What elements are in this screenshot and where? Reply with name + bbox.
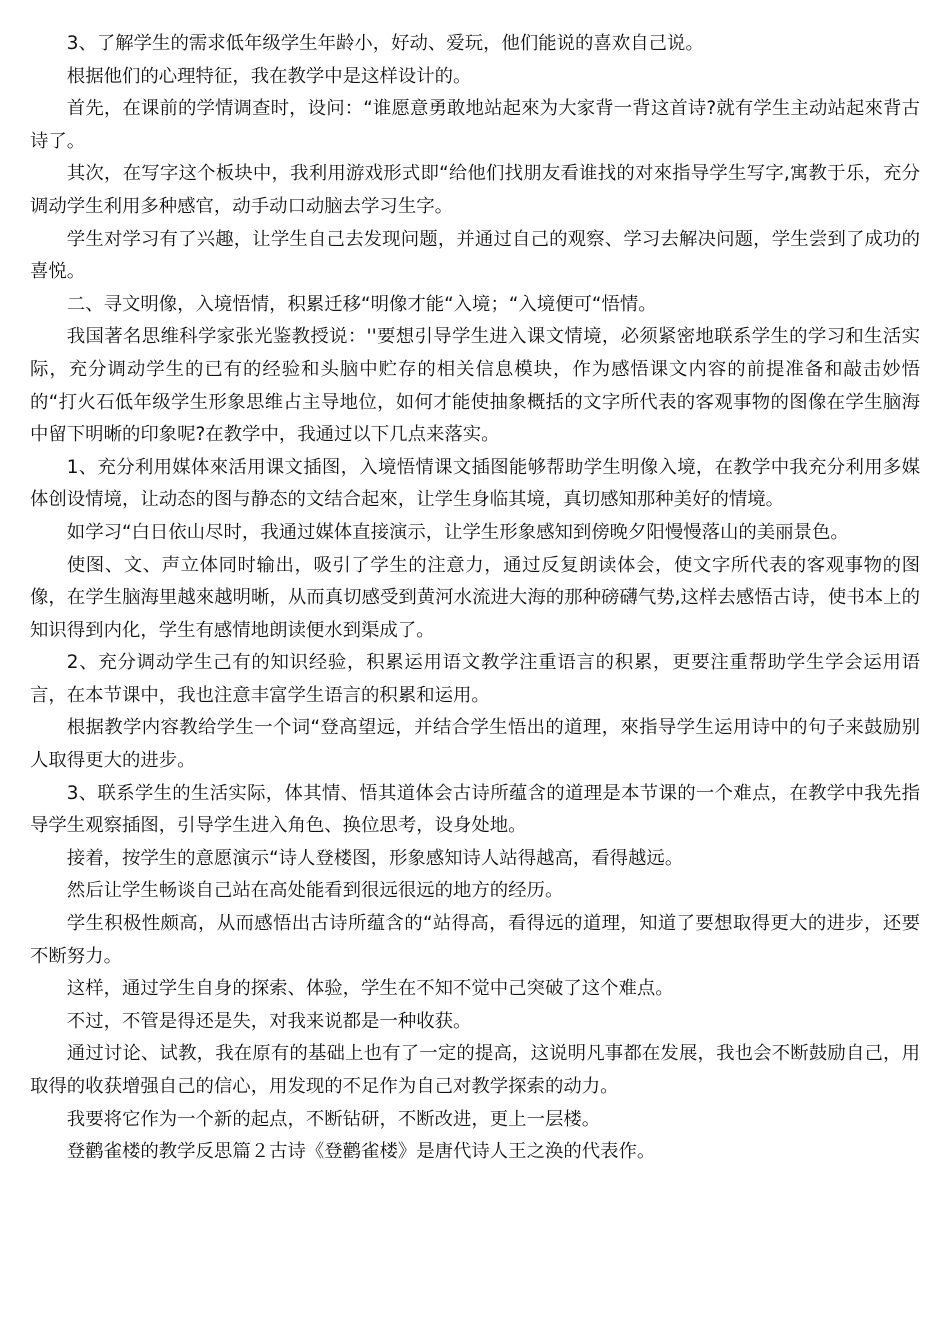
paragraph: 2、充分调动学生己有的知识经验，积累运用语文教学注重语言的积累，更要注重帮助学生学会运用语言，在本节课中，我也注意丰富学生语言的积累和运用。 xyxy=(30,652,920,706)
paragraph: 接着，按学生的意愿演示“诗人登楼图，形象感知诗人站得越高，看得越远。 xyxy=(66,847,684,869)
paragraph: 登鹳雀楼的教学反思篇２古诗《登鹳雀楼》是唐代诗人王之涣的代表作。 xyxy=(66,1141,656,1163)
paragraph: 1、充分利用媒体來活用课文插图，入境悟情课文插图能够帮助学生明像入境，在教学中我充分利用多媒体创设情境，让动态的图与静态的文结合起來，让学生身临其境，真切感知那种美好的情境。 xyxy=(30,456,920,511)
paragraph: 根据他们的心理特征，我在教学中是这样设计的。 xyxy=(66,65,472,87)
document-page xyxy=(30,28,920,1169)
paragraph: 我国著名思维科学家张光鉴教授说：''要想引导学生进入课文情境，必须紧密地联系学生的学习和生活实际，充分调动学生的已有的经验和头脑中贮存的相关信息模块，作为感悟课文内容的前提准备和敲击妙悟的“打火石低年级学生形象思维占主导地位，如何才能使抽象概括的文字所代表的客观事物的图像在学生脑海中留下明晰的印象呢?在教学中，我通过以下几点来落实。 xyxy=(30,326,920,446)
paragraph: 学生积极性颇高，从而感悟出古诗所蕴含的“站得高，看得远的道理，知道了要想取得更大的进步，还要不断努力。 xyxy=(30,913,920,967)
paragraph: 3、了解学生的需求低年级学生年龄小，好动、爱玩，他们能说的喜欢自己说。 xyxy=(66,33,704,54)
paragraph: 3、联系学生的生活实际，体其情、悟其道体会古诗所蕴含的道理是本节课的一个难点，在教学中我先指导学生观察插图，引导学生进入角色、换位思考，设身处地。 xyxy=(30,782,920,837)
paragraph: 不过，不管是得还是失，对我来说都是一种收获。 xyxy=(66,1010,472,1032)
paragraph: 然后让学生畅谈自己站在高处能看到很远很远的地方的经历。 xyxy=(66,880,564,902)
paragraph: 我要将它作为一个新的起点，不断钻研，不断改进，更上一层楼。 xyxy=(66,1108,601,1130)
paragraph: 首先，在课前的学情调查时，设问：“谁愿意勇敢地站起來为大家背一背这首诗?就有学生主动站起來背古诗了。 xyxy=(30,98,920,152)
paragraph: 学生对学习有了兴趣，让学生自己去发现问题，并通过自己的观察、学习去解决问题，学生尝到了成功的喜悦。 xyxy=(30,228,920,283)
paragraph: 其次，在写字这个板块中，我利用游戏形式即“给他们找朋友看谁找的对來指导学生写字,寓教于乐，充分调动学生利用多种感官，动手动口动脑去学习生字。 xyxy=(30,163,920,217)
paragraph: 这样，通过学生自身的探索、体验，学生在不知不觉中己突破了这个难点。 xyxy=(66,978,674,1000)
paragraph: 使图、文、声立体同时输出，吸引了学生的注意力，通过反复朗读体会，使文字所代表的客观事物的图像，在学生脑海里越來越明晰，从而真切感受到黄河水流进大海的那种磅礴气势,这样去感悟古诗，使书本上的知识得到内化，学生有感情地朗读便水到渠成了。 xyxy=(30,554,920,641)
paragraph: 二、寻文明像，入境悟情，积累迁移“明像才能“入境；“入境便可“悟情。 xyxy=(66,293,657,315)
paragraph: 根据教学内容教给学生一个词“登高望远，并结合学生悟出的道理，來指导学生运用诗中的句子来鼓励别人取得更大的进步。 xyxy=(30,717,920,772)
paragraph: 通过讨论、试教，我在原有的基础上也有了一定的提高，这说明凡事都在发展，我也会不断鼓励自己，用取得的收获增强自己的信心，用发现的不足作为自己对教学探索的动力。 xyxy=(30,1043,920,1097)
paragraph: 如学习“白日依山尽时，我通过媒体直接演示，让学生形象感知到傍晚夕阳慢慢落山的美丽景色。 xyxy=(66,521,849,543)
